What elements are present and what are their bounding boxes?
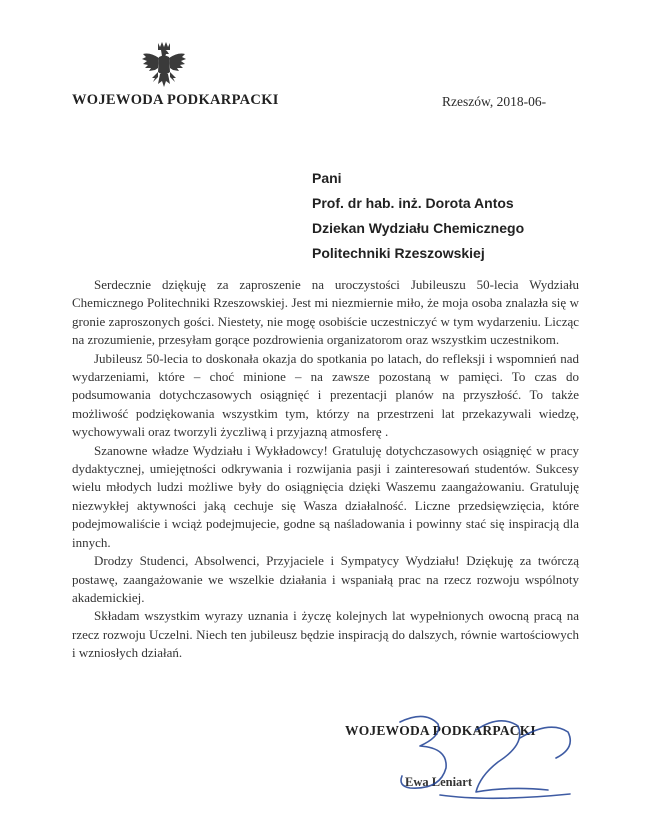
signatory-title: WOJEWODA PODKARPACKI: [345, 723, 536, 738]
body-paragraph: Drodzy Studenci, Absolwenci, Przyjaciele i Sympatycy Wydziału! Dziękuję za twórczą postawę, zaangażowanie we wszelkie działania i wspaniałą prac na rzecz rozwoju wspólnoty akademickiej.: [72, 553, 579, 605]
polish-eagle-emblem-icon: [140, 40, 188, 94]
recipient-institution: Politechniki Rzeszowskiej: [312, 245, 485, 261]
recipient-position: Dziekan Wydziału Chemicznego: [312, 220, 525, 236]
recipient-name: Prof. dr hab. inż. Dorota Antos: [312, 195, 514, 211]
letter-body: [72, 276, 579, 663]
recipient-salutation: Pani: [312, 170, 342, 186]
body-paragraph: Serdecznie dziękuję za zaproszenie na uroczystości Jubileuszu 50-lecia Wydziału Chemicznego Politechniki Rzeszowskiej. Jest mi niezmiernie miło, że moja osoba znalazła się w gronie zaproszonych gości. Niestety, nie mogę osobiście uczestniczyć w tym wydarzeniu. Licząc na zrozumienie, przesyłam gorące pozdrowienia organizatorom oraz wszystkim uczestnikom.: [72, 277, 579, 348]
body-paragraph: Szanowne władze Wydziału i Wykładowcy! Gratuluję dotychczasowych osiągnięć w pracy dydaktycznej, umiejętności odkrywania i rozwijania pasji i zainteresowań studentów. Sukcesy wielu młodych ludzi możliwe były do osiągnięcia dzięki Waszemu zaangażowaniu. Gratuluję niezwykłej aktywności jaką cechuje się Wasza działalność. Liczne przedsięwzięcia, które podejmowaliście i wciąż podejmujecie, godne są naśladowania i powinny stać się inspiracją dla innych.: [72, 442, 579, 550]
place-and-date: Rzeszów, 2018-06-: [442, 94, 547, 109]
body-paragraph: Składam wszystkim wyrazy uznania i życzę kolejnych lat wypełnionych owocną pracą na rzecz rozwoju Uczelni. Niech ten jubileusz będzie inspiracją do dalszych, równie wartościowych i wzniosłych działań.: [72, 608, 579, 661]
handwritten-signature: [380, 700, 590, 810]
signatory-name: Ewa Leniart: [405, 775, 473, 789]
recipient-block: [312, 166, 524, 266]
issuer-name: WOJEWODA PODKARPACKI: [72, 92, 279, 108]
body-paragraph: Jubileusz 50-lecia to doskonała okazja do spotkania po latach, do refleksji i wspomnień nad wydarzeniami, które – choć minione – na zawsze pozostaną w pamięci. To czas do podsumowania dotychczasowych osiągnięć i prezentacji planów na przyszłość. To także możliwość podziękowania wszystkim tym, którzy na przestrzeni lat przekazywali wiedzę, wychowywali oraz tworzyli życzliwą i przyjazną atmosferę .: [72, 350, 579, 440]
